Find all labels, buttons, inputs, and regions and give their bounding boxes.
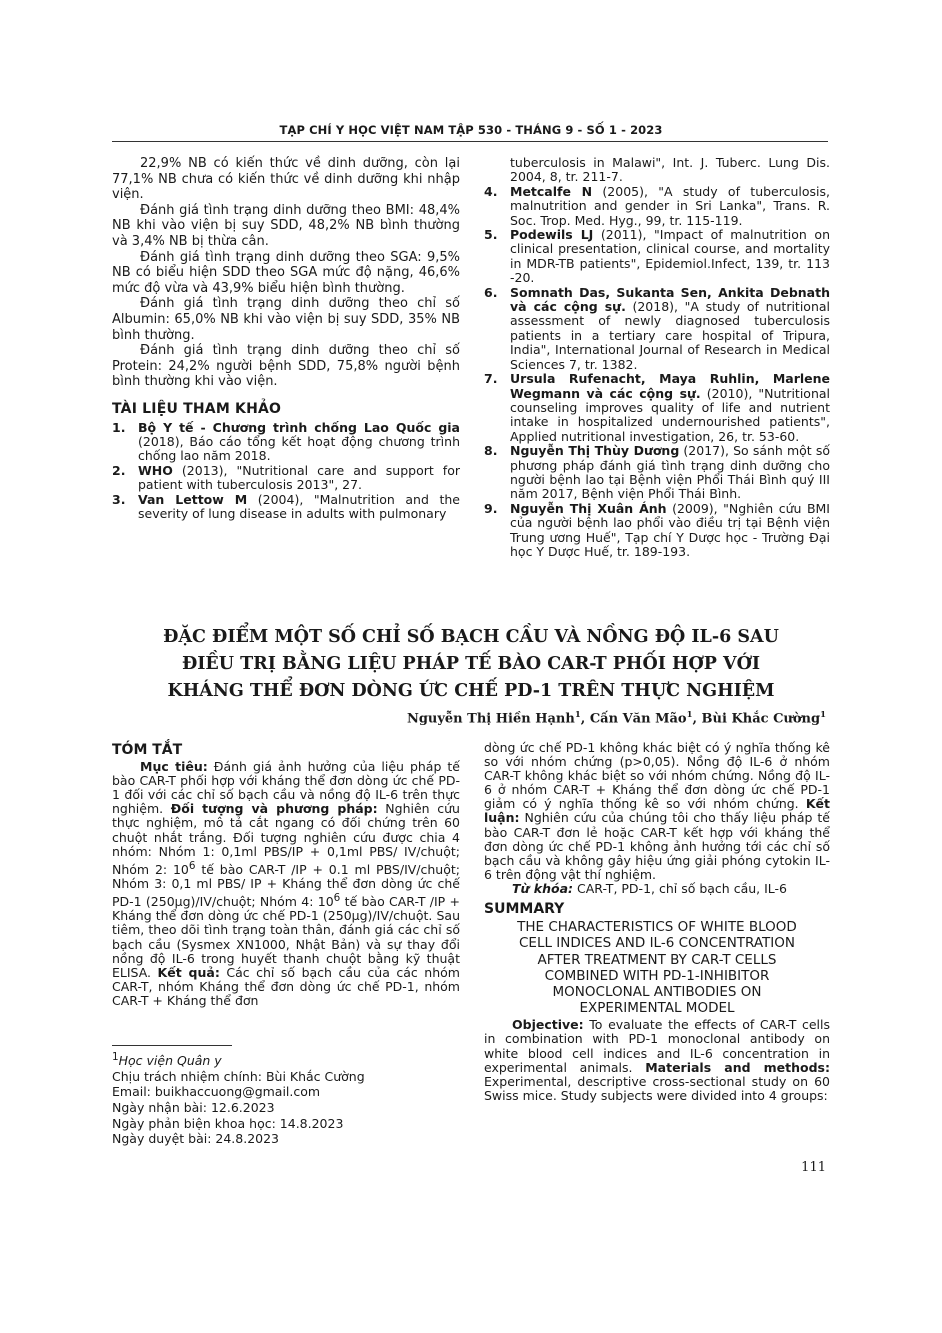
article-title-line: ĐIỀU TRỊ BẰNG LIỆU PHÁP TẾ BÀO CAR-T PHỐI HỢP VỚI [181,654,761,674]
author-affiliation-mark: 1 [820,710,826,720]
reference-item [484,444,830,502]
summary-title-line: EXPERIMENTAL MODEL [579,1000,735,1017]
methods-text: Nghiên cứu thực nghiệm, mô tả cắt ngang có đối chứng trên 60 chuột nhắt trắng. Đối tượng nghiên cứu được chia 4 nhóm: Nhóm 1: 0,1ml PBS/IP + 0,1ml PBS/ IV/chuột; Nhóm 2: 10 [112,801,460,877]
reference-item [484,228,830,286]
keywords-text: CAR-T, PD-1, chỉ số bạch cầu, IL-6 [573,880,787,896]
affiliation-name: Học viện Quân y [118,1053,222,1069]
reference-details: (2017), So sánh một số phương pháp đánh giá tình trạng dinh dưỡng cho người bệnh lao tại Bệnh viện Phổi Thái Bình quý III năm 2017, Bệnh viện Phổi Thái Bình. [510,443,831,502]
results-label: Kết quả: [157,964,220,980]
affiliation-mark: 1 [112,1051,119,1063]
reference-number: 2. [112,462,126,478]
summary-title-line: MONOCLONAL ANTIBODIES ON [552,983,762,1000]
author-name: Cấn Văn Mão [589,711,687,727]
reference-details: (2010), "Nutritional counseling improves quality of life and nutrient intake in hospitalized undernourished patients", Applied nutritional investigation, 26, tr. 53-60. [510,385,830,444]
date-accepted: Ngày duyệt bài: 24.8.2023 [112,1131,280,1147]
keywords [484,882,830,896]
abstract-vi-heading: TÓM TẮT [112,742,183,758]
header-rule [112,141,828,142]
corresponding-author: Chịu trách nhiệm chính: Bùi Khắc Cường [112,1068,365,1084]
superscript: 6 [188,859,196,872]
keywords-label: Từ khóa: [512,880,574,896]
date-reviewed: Ngày phản biện khoa học: 14.8.2023 [112,1115,344,1131]
references-heading: TÀI LIỆU THAM KHẢO [112,400,282,417]
reference-authors: Bộ Y tế - Chương trình chống Lao Quốc gia [138,419,460,435]
summary-title-line: COMBINED WITH PD-1-INHIBITOR [544,967,770,984]
footnote-rule [112,1045,232,1046]
footnotes [112,1050,462,1147]
reference-authors: Nguyễn Thị Xuân Ánh [510,500,667,516]
reference-item [112,464,460,493]
reference-authors: Ursula Rufenacht, Maya Ruhlin, Marlene Wegmann và các cộng sự. [510,371,830,401]
abstract-right-column [484,741,830,1103]
abstract-vi-column [112,743,460,1008]
methods-text: tế bào CAR-T /IP + 0.1 ml PBS/IV/chuột; Nhóm 3: 0,1 ml PBS/ IP + Kháng thể đơn dòng ức chế PD-1 (250µg)/IV/chuột; Nhóm 4: 10 [112,861,460,910]
reference-number: 9. [484,500,498,516]
methods-label: Materials and methods: [645,1059,830,1075]
reference-number: 3. [112,491,126,507]
reference-authors: Van Lettow M [138,491,248,507]
summary-title-line: CELL INDICES AND IL-6 CONCENTRATION [518,935,796,952]
author-affiliation-mark: 1 [686,710,693,720]
reference-number: 4. [484,183,498,199]
conclusion-label: Kết luận: [484,796,830,826]
author-affiliation-mark: 1 [574,710,581,720]
reference-details: (2018), Báo cáo tổng kết hoạt động chương trình chống lao năm 2018. [138,433,460,464]
reference-details: (2004), "Malnutrition and the severity of lung disease in adults with pulmonary [138,491,460,521]
prev-paragraph-2: Đánh giá tình trạng dinh dưỡng theo BMI: 48,4% NB khi vào viện bị suy SDD, 48,2% NB bình thường và 3,4% NB bị thừa cân. [112,202,460,249]
reference-number: 5. [484,227,498,243]
prev-paragraph-4: Đánh giá tình trạng dinh dưỡng theo chỉ số Albumin: 65,0% NB khi vào viện bị suy SDD, 35% NB bình thường. [112,296,460,343]
date-received: Ngày nhận bài: 12.6.2023 [112,1099,275,1115]
reference-item [484,372,830,444]
abstract-vi-continued [484,741,830,882]
reference-authors: Somnath Das, Sukanta Sen, Ankita Debnath và các cộng sự. [510,284,830,315]
prev-paragraph-5: Đánh giá tình trạng dinh dưỡng theo chỉ số Protein: 24,2% người bệnh SDD, 75,8% người bệnh bình thường khi vào viện. [112,343,460,390]
reference-number: 7. [484,371,498,387]
reference-details: (2013), "Nutritional care and support for patient with tuberculosis 2013", 27. [138,462,460,493]
reference-authors: Nguyễn Thị Thùy Dương [510,443,680,459]
reference-details: (2009), "Nghiên cứu BMI của người bệnh lao phổi vào điều trị tại Bệnh viện Trung ương Huế", Tạp chí Y Dược học - Trường Đại học Y Dược Huế, tr. 189-193. [510,500,830,559]
prev-paragraph-1: 22,9% NB có kiến thức về dinh dưỡng, còn lại 77,1% NB chưa có kiến thức về dinh dưỡng khi nhập viện. [112,156,460,203]
conclusion-text: Nghiên cứu của chúng tôi cho thấy liệu pháp tế bào CAR-T đơn lẻ hoặc CAR-T kết hợp với kháng thể đơn dòng ức chế PD-1 không ảnh hưởng tới các chỉ số bạch cầu và không gây hiệu ứng giải phóng cytokin IL-6 trên động vật thí nghiệm. [484,810,830,882]
summary-heading: SUMMARY [484,901,565,918]
methods-text: Experimental, descriptive cross-sectional study on 60 Swiss mice. Study subjects were divided into 4 groups: [484,1073,830,1103]
summary-text [484,1018,830,1103]
results-text: Các chỉ số bạch cầu của các nhóm CAR-T, nhóm Kháng thể đơn dòng ức chế PD-1, nhóm CAR-T + Kháng thể đơn [112,964,460,1008]
objective-text: Đánh giá ảnh hưởng của liệu pháp tế bào CAR-T phối hợp với kháng thể đơn dòng ức chế PD-1 đối với các chỉ số bạch cầu và nồng độ IL-6 trên thực nghiệm. [112,759,460,817]
objective-label: Objective: [512,1017,584,1033]
reference-details: (2018), "A study of nutritional assessment of newly diagnosed tuberculosis patients in a tertiary care hospital of Tripura, India", International Journal of Research in Medical Sciences 7, tr. 1382. [510,299,831,372]
reference-item [112,493,460,522]
objective-label: Mục tiêu: [140,759,208,775]
email: Email: buikhaccuong@gmail.com [112,1084,321,1100]
page-number: 111 [801,1160,826,1175]
superscript: 6 [333,892,341,905]
reference-continuation: tuberculosis in Malawi", Int. J. Tuberc. Lung Dis. 2004, 8, tr. 211-7. [510,155,830,185]
article-title-line: ĐẶC ĐIỂM MỘT SỐ CHỈ SỐ BẠCH CẦU VÀ NỒNG ĐỘ IL-6 SAU [163,627,779,647]
reference-number: 6. [484,284,498,300]
summary-title [484,919,830,1016]
author-name: Bùi Khắc Cường [701,711,821,727]
results-text: dòng ức chế PD-1 không khác biệt có ý nghĩa thống kê so với nhóm chứng (p>0,05). Nồng độ IL-6 ở nhóm CAR-T không khác biệt so với nhóm chứng. Nồng độ IL-6 ở nhóm CAR-T + Kháng thể đơn dòng ức chế PD-1 giảm có ý nghĩa thống kê so với nhóm chứng. [484,740,830,812]
article-title-line: KHÁNG THỂ ĐƠN DÒNG ỨC CHẾ PD-1 TRÊN THỰC NGHIỆM [167,681,775,701]
reference-authors: Metcalfe N [510,183,593,199]
author-separator: , [580,711,590,727]
article-title [108,624,834,705]
reference-item [484,502,830,560]
abstract-vi-text [112,760,460,1008]
author-list [407,710,826,726]
methods-text: tế bào CAR-T /IP + Kháng thể đơn dòng ức chế PD-1 (250µg)/IV/chuột. Sau tiêm, theo dõi tình trạng toàn thân, đánh giá các chỉ số bạch cầu (Sysmex XN1000, Nhật Bản) và sự thay đổi nồng độ IL-6 trong huyết thanh chuột bằng kỹ thuật ELISA. [112,894,460,980]
reference-authors: Podewils LJ [510,227,594,243]
author-name: Nguyễn Thị Hiền Hạnh [406,711,575,727]
summary-title-line: THE CHARACTERISTICS OF WHITE BLOOD [517,919,797,936]
reference-number: 1. [112,419,126,435]
prev-article-right-column [484,156,830,559]
methods-label: Đối tượng và phương pháp: [170,801,378,817]
reference-details: (2011), "Impact of malnutrition on clinical presentation, clinical course, and mortality in MDR-TB patients", Epidemiol.Infect, 139, tr. 113 -20. [510,227,830,286]
objective-text: To evaluate the effects of CAR-T cells in combination with PD-1 monoclonal antibody on white blood cell indices and IL-6 concentration in experimental animals. [484,1017,830,1075]
author-separator: , [692,711,702,727]
reference-number: 8. [484,443,498,459]
prev-paragraph-3: Đánh giá tình trạng dinh dưỡng theo SGA: 9,5% NB có biểu hiện SDD theo SGA mức độ nặng, 46,6% mức độ vừa và 43,9% biểu hiện bình thường. [112,249,460,296]
summary-title-line: AFTER TREATMENT BY CAR-T CELLS [537,951,777,968]
reference-item [112,421,460,464]
affiliation-footnote [112,1050,462,1069]
reference-details: (2005), "A study of tuberculosis, malnutrition and gender in Sri Lanka", Trans. R. Soc. Trop. Med. Hyg., 99, tr. 115-119. [510,183,830,228]
reference-item [484,286,830,372]
reference-item [484,185,830,228]
reference-authors: WHO [138,462,173,478]
prev-article-left-column [112,156,460,521]
running-header: TẠP CHÍ Y HỌC VIỆT NAM TẬP 530 - THÁNG 9 - SỐ 1 - 2023 [279,123,663,137]
